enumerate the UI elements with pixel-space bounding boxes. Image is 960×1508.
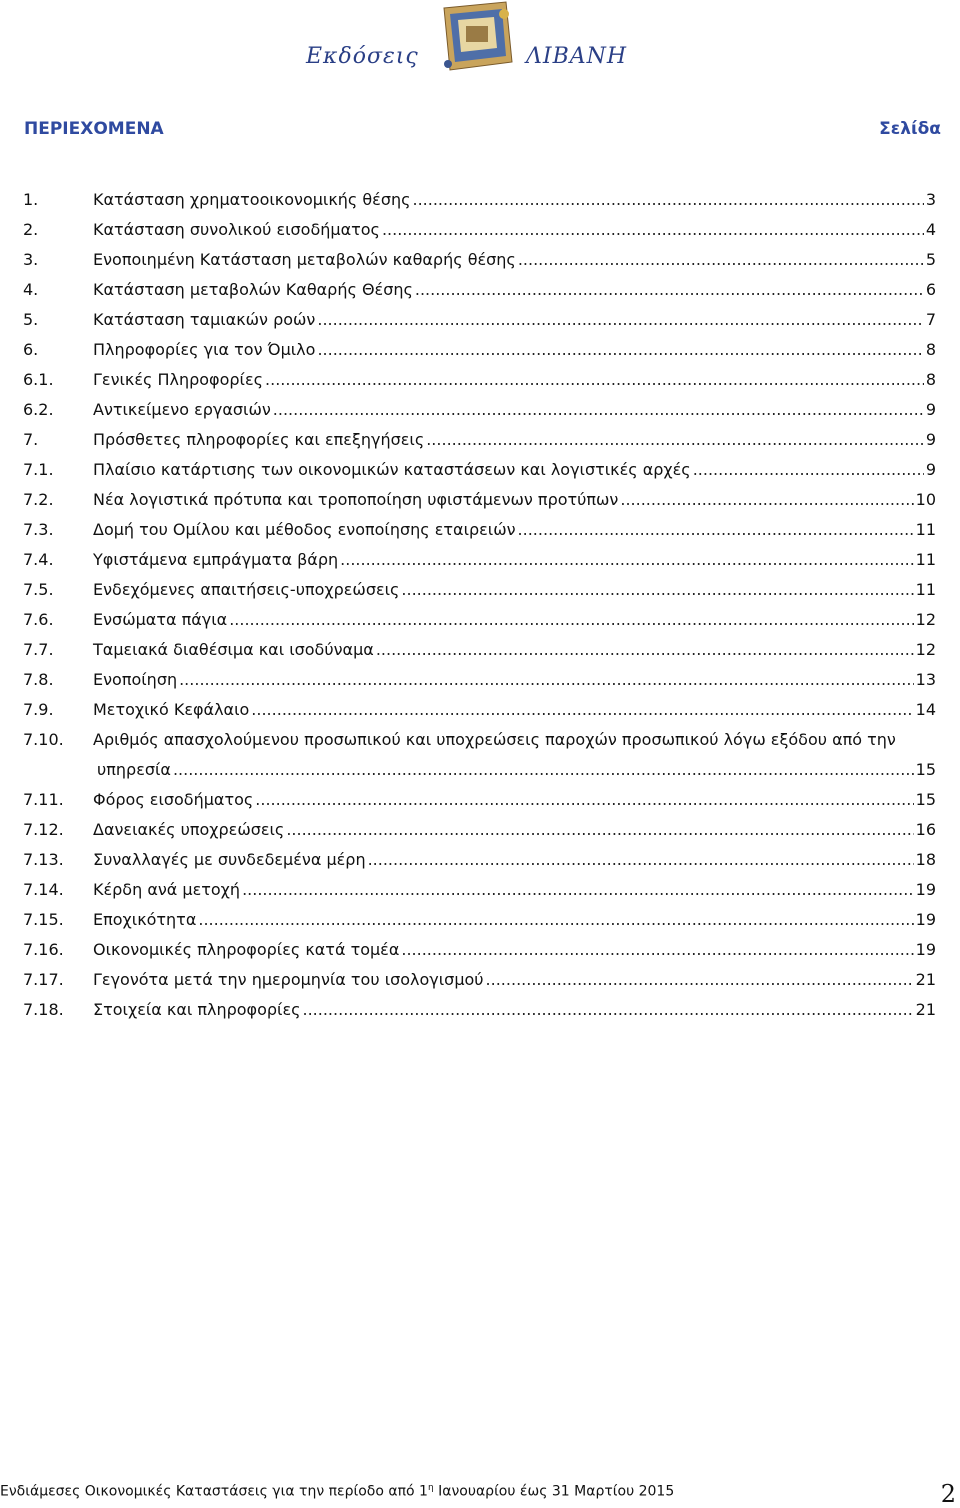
dot-leader [317, 335, 923, 365]
toc-entry-label: Κατάσταση μεταβολών Καθαρής Θέσης [93, 280, 413, 299]
toc-entry-page: 21 [915, 1000, 936, 1019]
dot-leader [693, 455, 924, 485]
dot-leader [179, 665, 914, 695]
toc-entry-number: 7.7. [23, 640, 54, 659]
dot-leader [198, 905, 913, 935]
toc-entry-page: 9 [925, 400, 936, 419]
toc-entry-page: 18 [915, 850, 936, 869]
dot-leader [486, 965, 914, 995]
toc-entry-label: Κατάσταση χρηματοοικονομικής θέσης [93, 190, 411, 209]
toc-entry-label: Συναλλαγές με συνδεδεμένα μέρη [93, 850, 366, 869]
toc-entry[interactable] [0, 215, 960, 245]
toc-entry-number: 7.18. [23, 1000, 64, 1019]
toc-entry[interactable] [0, 455, 960, 485]
toc-entry-label-continued: υπηρεσία [97, 760, 171, 779]
toc-entry-label: Ταμειακά διαθέσιμα και ισοδύναμα [93, 640, 374, 659]
toc-entry[interactable] [0, 365, 960, 395]
dot-leader [286, 815, 913, 845]
toc-entry-page: 8 [925, 340, 936, 359]
toc-entry-number: 4. [23, 280, 39, 299]
toc-entry-number: 2. [23, 220, 39, 239]
toc-entry-label: Γενικές Πληροφορίες [93, 370, 264, 389]
toc-entry-label: Φόρος εισοδήματος [93, 790, 254, 809]
toc-entry-number: 7.16. [23, 940, 64, 959]
toc-entry-page: 11 [915, 520, 936, 539]
toc-entry[interactable] [0, 305, 960, 335]
toc-entry-number: 7.11. [23, 790, 64, 809]
dot-leader [415, 275, 924, 305]
toc-entry[interactable] [0, 185, 960, 215]
toc-entry-number: 7.2. [23, 490, 54, 509]
toc-entry[interactable] [0, 845, 960, 875]
toc-entry-label: Γεγονότα μετά την ημερομηνία του ισολογισμού [93, 970, 484, 989]
toc-entry-label: Αντικείμενο εργασιών [93, 400, 271, 419]
toc-entry-number: 7.8. [23, 670, 54, 689]
toc-entry-number: 5. [23, 310, 39, 329]
toc-entry[interactable] [0, 335, 960, 365]
toc-entry[interactable] [0, 815, 960, 845]
logo-text-right: ΛΙΒΑΝΗ [526, 44, 628, 69]
dot-leader [401, 575, 913, 605]
toc-entry-page: 19 [915, 910, 936, 929]
toc-entry-number: 7.17. [23, 970, 64, 989]
toc-entry-page: 7 [925, 310, 936, 329]
toc-title: ΠΕΡΙΕΧΟΜΕΝΑ [24, 119, 164, 139]
toc-entry[interactable] [0, 935, 960, 965]
dot-leader [242, 875, 914, 905]
toc-entry[interactable] [0, 965, 960, 995]
toc-entry-number: 7.9. [23, 700, 54, 719]
dot-leader [255, 785, 913, 815]
toc-entry[interactable] [0, 575, 960, 605]
toc-entry-page: 12 [915, 610, 936, 629]
toc-entry[interactable] [0, 725, 960, 755]
toc-page-column-header: Σελίδα [879, 119, 941, 139]
toc-entry[interactable] [0, 785, 960, 815]
toc-entry[interactable] [0, 605, 960, 635]
toc-entry[interactable] [0, 875, 960, 905]
toc-entry-label: Ενδεχόμενες απαιτήσεις-υποχρεώσεις [93, 580, 400, 599]
toc-entry-label: Δομή του Ομίλου και μέθοδος ενοποίησης εταιρειών [93, 520, 516, 539]
toc-entry-label: Αριθμός απασχολούμενου προσωπικού και υποχρεώσεις παροχών προσωπικού λόγω εξόδου από την [93, 730, 896, 749]
toc-entry[interactable] [0, 275, 960, 305]
toc-entry-label: Ενσώματα πάγια [93, 610, 228, 629]
toc-entry-label: Κέρδη ανά μετοχή [93, 880, 241, 899]
dot-leader [368, 845, 914, 875]
book-illustration-icon [436, 0, 518, 76]
dot-leader [401, 935, 913, 965]
toc-entry-label: Στοιχεία και πληροφορίες [93, 1000, 301, 1019]
footer-text: Ενδιάμεσες Οικονομικές Καταστάσεις για την περίοδο από 1 [0, 1483, 428, 1500]
dot-leader [303, 995, 914, 1025]
toc-entry[interactable] [0, 515, 960, 545]
toc-entry[interactable] [0, 905, 960, 935]
toc-entry[interactable] [0, 245, 960, 275]
dot-leader [173, 755, 914, 785]
publisher-logo [278, 0, 688, 80]
footer-superscript: η [427, 1483, 434, 1493]
toc-entry-label: Ενοποίηση [93, 670, 178, 689]
toc-entry-number: 6. [23, 340, 39, 359]
toc-entry-page: 11 [915, 580, 936, 599]
toc-entry-number: 7.12. [23, 820, 64, 839]
toc-entry-label: Ενοποιημένη Κατάσταση μεταβολών καθαρής θέσης [93, 250, 516, 269]
toc-entry-label: Μετοχικό Κεφάλαιο [93, 700, 250, 719]
toc-entry-label: Πρόσθετες πληροφορίες και επεξηγήσεις [93, 430, 425, 449]
toc-entry[interactable] [0, 695, 960, 725]
dot-leader [376, 635, 914, 665]
footer-text-end: Ιανουαρίου έως 31 Μαρτίου 2015 [433, 1483, 675, 1500]
toc-entry-page: 8 [925, 370, 936, 389]
toc-entry-page: 3 [925, 190, 936, 209]
dot-leader [518, 245, 924, 275]
toc-entry-number: 6.1. [23, 370, 54, 389]
dot-leader [413, 185, 924, 215]
dot-leader [229, 605, 913, 635]
toc-entry-page: 10 [915, 490, 936, 509]
dot-leader [340, 545, 914, 575]
dot-leader [273, 395, 924, 425]
toc-entry-page: 12 [915, 640, 936, 659]
toc-entry-page: 9 [925, 460, 936, 479]
toc-entry[interactable] [0, 665, 960, 695]
toc-entry-page: 13 [915, 670, 936, 689]
toc-entry-page: 19 [915, 940, 936, 959]
toc-entry-number: 7.15. [23, 910, 64, 929]
page-number: 2 [940, 1480, 956, 1508]
toc-entry-label: Πληροφορίες για τον Όμιλο [93, 340, 316, 359]
toc-entry-number: 7.6. [23, 610, 54, 629]
toc-entry-number: 7.5. [23, 580, 54, 599]
toc-entry-page: 15 [915, 790, 936, 809]
toc-entry[interactable] [0, 395, 960, 425]
toc-entry-label: Δανειακές υποχρεώσεις [93, 820, 285, 839]
toc-entry[interactable] [0, 635, 960, 665]
toc-entry-continuation[interactable] [0, 755, 960, 785]
toc-entry-number: 7. [23, 430, 39, 449]
toc-entry-label: Κατάσταση συνολικού εισοδήματος [93, 220, 380, 239]
toc-entry-number: 3. [23, 250, 39, 269]
toc-entry[interactable] [0, 485, 960, 515]
toc-entry-label: Κατάσταση ταμιακών ροών [93, 310, 316, 329]
toc-entry-label: Πλαίσιο κατάρτισης των οικονομικών καταστάσεων και λογιστικές αρχές [93, 460, 691, 479]
toc-entry-page: 14 [915, 700, 936, 719]
dot-leader [251, 695, 913, 725]
toc-entry-page: 11 [915, 550, 936, 569]
logo-text-left: Εκδόσεις [306, 44, 419, 69]
toc-entry-page: 19 [915, 880, 936, 899]
toc-entry-page: 5 [925, 250, 936, 269]
toc-entry-page: 9 [925, 430, 936, 449]
toc-entry-number: 7.1. [23, 460, 54, 479]
dot-leader [426, 425, 924, 455]
dot-leader [620, 485, 913, 515]
page-footer [0, 1483, 674, 1500]
toc-entry-label: Οικονομικές πληροφορίες κατά τομέα [93, 940, 400, 959]
toc-entry-page: 6 [925, 280, 936, 299]
toc-entry-page: 21 [915, 970, 936, 989]
toc-entry-label: Νέα λογιστικά πρότυπα και τροποποίηση υφιστάμενων προτύπων [93, 490, 619, 509]
toc-entry[interactable] [0, 995, 960, 1025]
toc-entry-label: Υφιστάμενα εμπράγματα βάρη [93, 550, 339, 569]
toc-entry-number: 7.10. [23, 730, 64, 749]
toc-entry-number: 7.14. [23, 880, 64, 899]
toc-entry-number: 7.13. [23, 850, 64, 869]
toc-entry-number: 6.2. [23, 400, 54, 419]
toc-entry-label: Εποχικότητα [93, 910, 197, 929]
toc-entry-number: 7.3. [23, 520, 54, 539]
toc-entry-page: 4 [925, 220, 936, 239]
toc-entry-number: 1. [23, 190, 39, 209]
dot-leader [382, 215, 924, 245]
toc-entry[interactable] [0, 545, 960, 575]
toc-entry[interactable] [0, 425, 960, 455]
toc-entry-page: 15 [915, 760, 936, 779]
dot-leader [317, 305, 923, 335]
dot-leader [265, 365, 924, 395]
toc-entry-page: 16 [915, 820, 936, 839]
dot-leader [518, 515, 914, 545]
toc-entry-number: 7.4. [23, 550, 54, 569]
